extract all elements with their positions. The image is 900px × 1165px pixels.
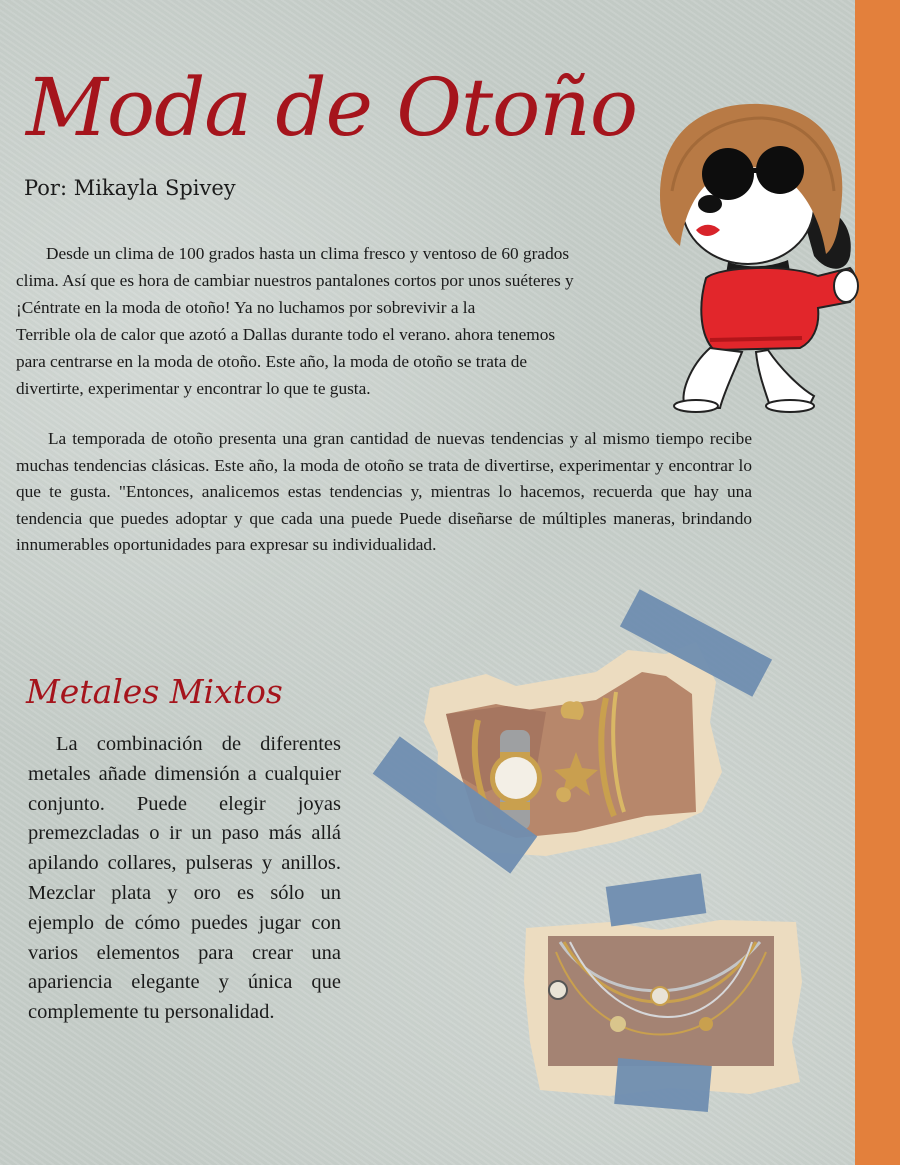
- trends-paragraph: [16, 426, 752, 559]
- intro-line-5: para centrarse en la moda de otoño. Este año, la moda de otoño se trata de: [16, 352, 528, 371]
- metals-paragraph-text: La combinación de diferentes metales añade dimensión a cualquier conjunto. Puede elegir joyas premezcladas o ir un paso más allá apilando collares, pulseras y anillos. Mezclar plata y oro es sólo un ejemplo de cómo puedes jugar con varios elementos para crear una apariencia elegante y única que complemente tu personalidad.: [28, 733, 341, 1024]
- intro-line-3: ¡Céntrate en la moda de otoño! Ya no luchamos por sobrevivir a la: [16, 298, 476, 317]
- article-title: Moda de Otoño: [26, 61, 637, 154]
- intro-paragraph: [16, 240, 681, 402]
- intro-line-2: clima. Así que es hora de cambiar nuestros pantalones cortos por unos suéteres y: [16, 271, 574, 290]
- intro-line-6: divertirte, experimentar y encontrar lo que te gusta.: [16, 379, 371, 398]
- trends-paragraph-text: La temporada de otoño presenta una gran cantidad de nuevas tendencias y al mismo tiempo recibe muchas tendencias clásicas. Este año, la moda de otoño se trata de divertirse, experimentar y encontrar lo que te gusta. "Entonces, analicemos estas tendencias y, mientras lo hacemos, recuerda que hay una tendencia que puedes adoptar y que cada una puede Puede diseñarse de múltiples maneras, brindando innumerables oportunidades para expresar su individualidad.: [16, 429, 752, 554]
- section-title-metales-mixtos: Metales Mixtos: [26, 672, 283, 711]
- byline: Por: Mikayla Spivey: [24, 176, 236, 200]
- metals-paragraph: [28, 730, 341, 1028]
- necklaces-photo-collage: [520, 872, 810, 1128]
- orange-side-bar: [855, 0, 900, 1165]
- snoopy-illustration: [650, 96, 860, 414]
- intro-line-4: Terrible ola de calor que azotó a Dallas durante todo el verano. ahora tenemos: [16, 325, 556, 344]
- intro-line-1: Desde un clima de 100 grados hasta un clima fresco y ventoso de 60 grados: [46, 244, 570, 263]
- bracelets-photo-collage: [366, 602, 774, 864]
- tape-strip-bottom: [614, 1058, 712, 1112]
